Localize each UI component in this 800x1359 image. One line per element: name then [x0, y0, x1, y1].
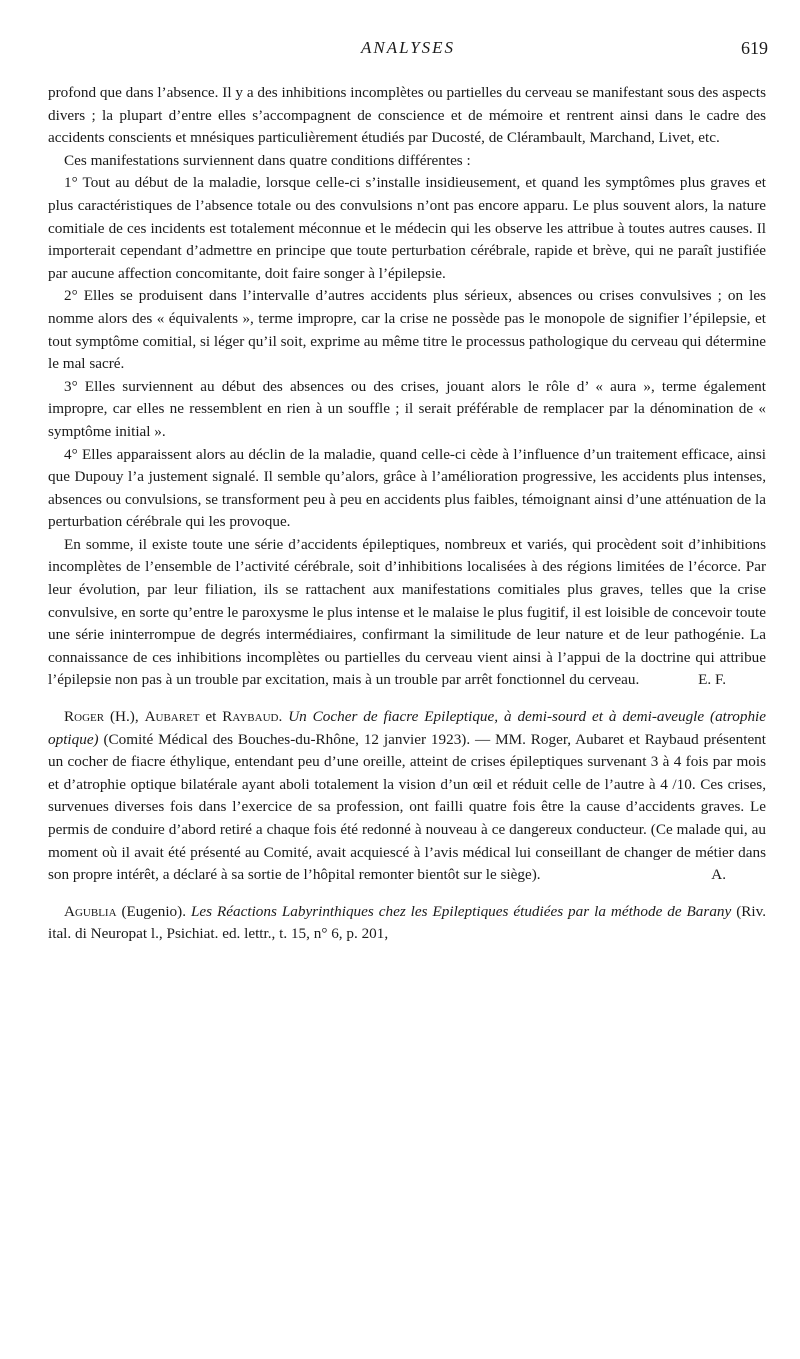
- abstract-roger-title: Un Cocher de fiacre Epileptique, à demi-sourd et à demi-aveugle (atrophie optique): [48, 708, 766, 748]
- paragraph-condition-4: 4° Elles apparaissent alors au déclin de la maladie, quand celle-ci cède à l’influence d’un traitement efficace, ainsi que Dupouy l’a justement signalé. Il semble qu’alors, grâce à l’amélioration progressive, les accidents plus intenses, absences ou convulsions, se transforment peu à peu en accidents plus faibles, témoignant ainsi d’une atténuation de la perturbation cérébrale qui les provoque.: [48, 445, 766, 531]
- author-agublia: Agublia: [64, 902, 117, 920]
- abstract-agublia-title: Les Réactions Labyrinthiques chez les Epileptiques étudiées par la méthode de Barany: [190, 902, 732, 920]
- paragraph-continuation: profond que dans l’absence. Il y a des inhibitions incomplètes ou partielles du cerveau se manifestant sous des aspects divers ; la plupart d’entre elles s’accompagnent de conscience et de mémoire et rentrent ainsi dans le cadre des accidents conscients et mnésiques particulièrement étudiés par Ducosté, de Clérambault, Marchand, Livet, etc.: [48, 84, 766, 147]
- signature-a: A.: [711, 866, 726, 884]
- abstract-agublia-text: (Riv. ital. di Neuropat l., Psichiat. ed. lettr., t. 15, n° 6, p. 201,: [48, 902, 767, 943]
- author-raybaud: Raybaud: [222, 708, 279, 726]
- conclusion-text: En somme, il existe toute une série d’accidents épileptiques, nombreux et variés, qui procèdent soit d’inhibitions incomplètes de l’ensemble de l’activité cérébrale, soit d’inhibitions localisées à des régions limitées de l’écorce. Par leur évolution, par leur filiation, ils se rattachent aux manifestations comitiales plus graves, telles que la crise convulsive, en sorte qu’entre le paroxysme le plus intense et le malaise le plus fugitif, il est loisible de concevoir toute une série ininterrompue de degrés intermédiaires, confirmant la similitude de leur nature et de leur pathogénie. La connaissance de ces inhibitions incomplètes ou partielles du cerveau vient ainsi à l’appui de la doctrine qui attribue l’épilepsie non pas à un trouble par excitation, mais à un trouble par arrêt fonctionnel du cerveau.: [48, 535, 766, 689]
- author-conjunction: et: [199, 708, 223, 726]
- author-agublia-first-name: (Eugenio).: [116, 902, 191, 920]
- paragraph-condition-2: 2° Elles se produisent dans l’intervalle d’autres accidents plus sérieux, absences ou crises convulsives ; on les nomme alors des « équivalents », terme impropre, car la crise ne possède pas le monopole de signifier l’épilepsie, et tout symptôme comitial, si léger qu’il soit, exprime au même titre le processus pathologique du cerveau qui détermine le mal sacré.: [48, 287, 766, 373]
- page-header: [48, 38, 768, 64]
- author-period: .: [278, 708, 289, 726]
- abstract-agublia: [48, 901, 766, 946]
- abstract-roger-text: (Comité Médical des Bouches-du-Rhône, 12 janvier 1923). — MM. Roger, Aubaret et Raybaud présentent un cocher de fiacre éthylique, entendant peu d’une oreille, atteint de crises épileptiques survenant 3 à 4 fois par mois et d’atrophie optique bilatérale ayant aboli totalement la vision d’un œil et réduit celle de l’autre à 4 /10. Ces crises, survenues diverses fois dans l’exercice de sa profession, ont failli quatre fois être la cause d’accidents graves. Le permis de conduire d’abord retiré a chaque fois été redonné à nouveau à ce dangereux conducteur. (Ce malade qui, au moment où il avait été présenté au Comité, avait acquiescé à l’avis médical lui conseillant de changer de métier dans son propre intérêt, a déclaré à sa sortie de l’hôpital remonter bientôt sur le siège).: [48, 730, 766, 884]
- author-initials: (H.),: [104, 708, 145, 726]
- paragraph-conclusion: [48, 534, 766, 692]
- running-title: ANALYSES: [360, 38, 456, 57]
- page-number: 619: [741, 38, 768, 58]
- author-roger: Roger: [64, 708, 105, 726]
- abstract-roger: [48, 706, 766, 887]
- page-body: [48, 82, 766, 946]
- author-aubaret: Aubaret: [144, 708, 200, 726]
- signature-ef: E. F.: [698, 671, 726, 689]
- paragraph-condition-1: 1° Tout au début de la maladie, lorsque celle-ci s’installe insidieusement, et quand les symptômes plus graves et plus caractéristiques de l’absence totale ou des convulsions n’ont pas encore apparu. Le plus souvent alors, la nature comitiale de ces incidents est totalement méconnue et le médecin qui les observe les attribue à toutes autres causes. Il importerait cependant d’admettre en principe que toute perturbation cérébrale, rapide et brève, qui ne paraît justifiée par aucune affection concomitante, doit faire songer à l’épilepsie.: [48, 174, 766, 282]
- paragraph-condition-3: 3° Elles surviennent au début des absences ou des crises, jouant alors le rôle d’ « aura », terme également impropre, car elles ne ressemblent en rien à un souffle ; il serait préférable de remplacer par la dénomination de « symptôme initial ».: [48, 377, 766, 440]
- paragraph-conditions-intro: Ces manifestations surviennent dans quatre conditions différentes :: [64, 151, 471, 169]
